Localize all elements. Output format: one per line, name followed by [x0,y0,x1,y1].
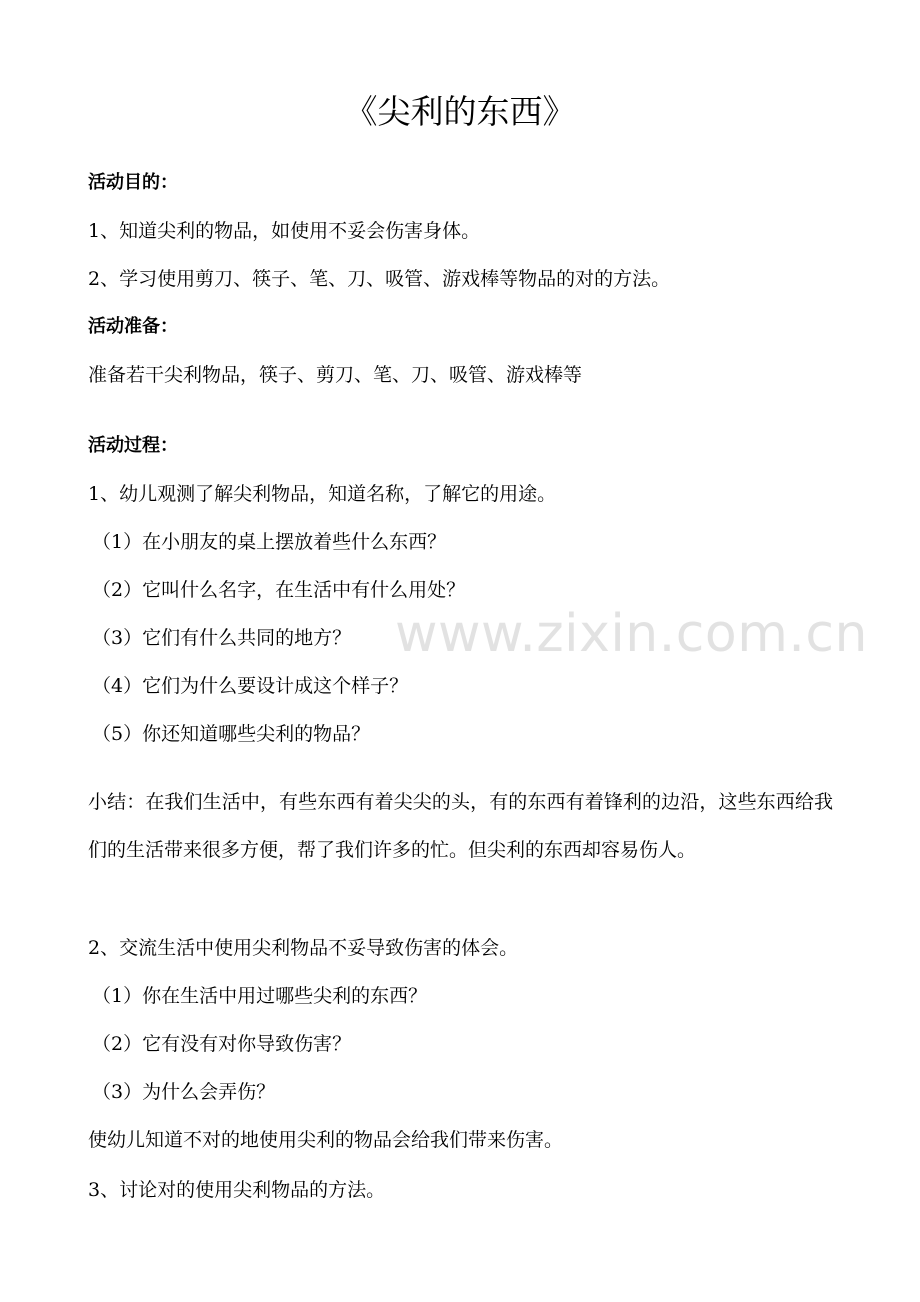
question-item: （4）它们为什么要设计成这个样子？ [92,675,409,697]
question-item: （1）在小朋友的桌上摆放着些什么东西？ [92,531,447,553]
objective-item-2: 2、学习使用剪刀、筷子、笔、刀、吸管、游戏棒等物品的对的方法。 [88,268,671,290]
process-step-1: 1、幼儿观测了解尖利物品，知道名称，了解它的用途。 [88,483,557,505]
process-step-3: 3、讨论对的使用尖利物品的方法。 [88,1179,386,1201]
question-item: （3）为什么会弄伤？ [92,1081,276,1103]
watermark-text: www.zixin.com.cn [395,604,868,664]
prep-heading: 活动准备： [88,316,178,337]
question-item: （1）你在生活中用过哪些尖利的东西？ [92,985,428,1007]
process-step-2: 2、交流生活中使用尖利物品不妥导致伤害的体会。 [88,937,519,959]
question-item: （2）它叫什么名字，在生活中有什么用处？ [92,579,466,601]
objective-heading: 活动目的： [88,172,178,193]
question-item: （3）它们有什么共同的地方？ [92,627,352,649]
summary-paragraph: 小结：在我们生活中，有些东西有着尖尖的头，有的东西有着锋利的边沿，这些东西给我们的生活带来很多方便，帮了我们许多的忙。但尖利的东西却容易伤人。 [88,791,833,861]
document-title: 《尖利的东西》 [344,92,576,131]
conclusion-text: 使幼儿知道不对的地使用尖利的物品会给我们带来伤害。 [88,1129,564,1151]
question-item: （2）它有没有对你导致伤害？ [92,1033,352,1055]
process-heading: 活动过程： [88,435,178,456]
question-item: （5）你还知道哪些尖利的物品？ [92,723,371,745]
objective-item-1: 1、知道尖利的物品，如使用不妥会伤害身体。 [88,220,481,242]
prep-text: 准备若干尖利物品，筷子、剪刀、笔、刀、吸管、游戏棒等 [88,364,583,386]
